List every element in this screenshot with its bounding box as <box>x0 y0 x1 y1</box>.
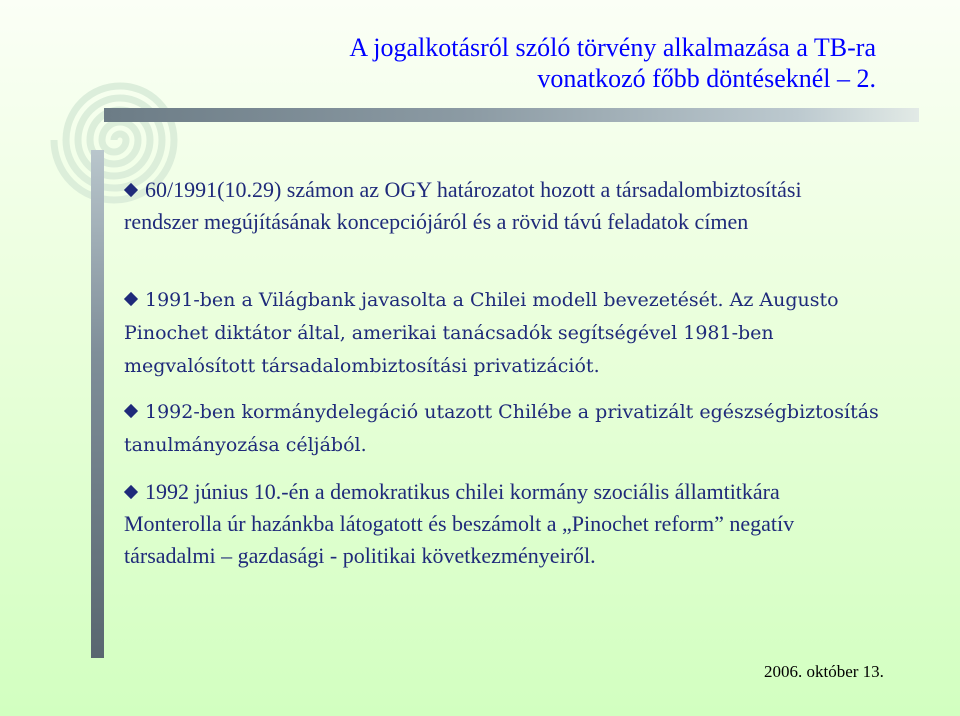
diamond-bullet-icon <box>124 404 138 418</box>
title-line-1: A jogalkotásról szóló törvény alkalmazása a TB-ra <box>349 33 876 62</box>
bullet-paragraph-2 <box>124 284 880 383</box>
footer-date: 2006. október 13. <box>764 662 884 681</box>
title-underline-bar <box>104 108 919 122</box>
diamond-bullet-icon <box>124 183 138 197</box>
diamond-bullet-icon <box>124 292 138 306</box>
bullet-paragraph-3 <box>124 396 880 462</box>
slide-title <box>170 32 876 94</box>
paragraph-4-text: 1992 június 10.-én a demokratikus chilei kormány szociális államtitkára Monterolla úr hazánkba látogatott és beszámolt a „Pinochet reform” negatív társadalmi – gazdasági - politikai következményeiről. <box>124 479 795 568</box>
diamond-bullet-icon <box>124 485 138 499</box>
bullet-paragraph-4 <box>124 476 880 572</box>
paragraph-3-text: 1992-ben kormánydelegáció utazott Chilébe a privatizált egészségbiztosítás tanulmányozása céljából. <box>124 401 879 456</box>
paragraph-1-text: 60/1991(10.29) számon az OGY határozatot hozott a társadalombiztosítási rendszer megújításának koncepciójáról és a rövid távú feladatok címen <box>124 177 802 234</box>
title-line-2: vonatkozó főbb döntéseknél – 2. <box>537 64 876 93</box>
left-accent-bar <box>91 150 104 658</box>
paragraph-2-text: 1991-ben a Világbank javasolta a Chilei modell bevezetését. Az Augusto Pinochet diktátor által, amerikai tanácsadók segítségével 1981-ben megvalósított társadalombiztosítási privatizációt. <box>124 289 839 377</box>
bullet-paragraph-1 <box>124 174 880 238</box>
